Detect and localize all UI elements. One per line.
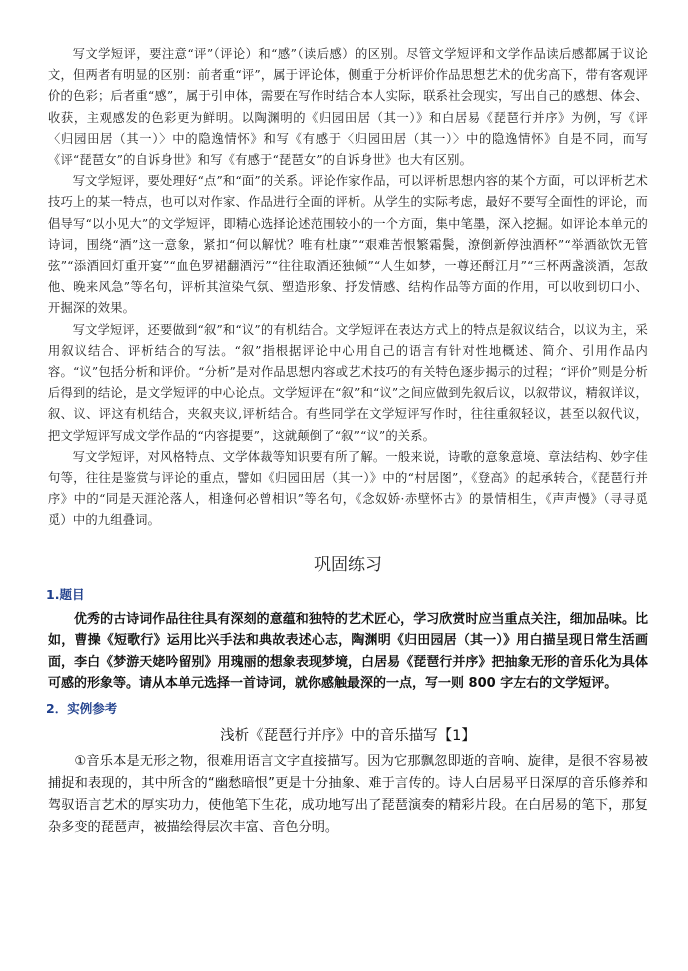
question-1-heading: 1.题目 xyxy=(46,586,85,602)
intro-paragraph-2: 写文学短评，要处理好“点”和“面”的关系。评论作家作品，可以评析思想内容的某个方面，可以评析艺术技巧上的某一特点，也可以对作家、作品进行全面的评析。从学生的实际考虑，最好不要写全面性的评论，而倡导写“以小见大”的文学短评，即精心选择论述范围较小的一个方面，集中笔墨，深入挖掘。如评论本单元的诗词，围绕“酒”这一意象，紧扣“何以解忧？唯有杜康”“艰难苦恨繁霜鬓，潦倒新停浊酒杯”“举酒欲饮无管弦”“添酒回灯重开宴”“血色罗裙翻酒污”“往往取酒还独倾”“人生如梦，一尊还酹江月”“三杯两盏淡酒，怎敌他、晚来风急”等名句，评析其渲染气氛、塑造形象、抒发情感、结构作品等方面的作用，可以收到切口小、开掘深的效果。 xyxy=(48,174,648,316)
section-title: 巩固练习 xyxy=(314,554,382,575)
document-page xyxy=(48,44,648,839)
intro-paragraph-4: 写文学短评，对风格特点、文学体裁等知识要有所了解。一般来说，诗歌的意象意境、章法结构、妙字佳句等，往往是鉴赏与评论的重点，譬如《归园田居（其一）》中的“村居图”，《登高》的起承转合，《琵琶行并序》中的“同是天涯沦落人，相逢何必曾相识”等名句，《念奴娇·赤壁怀古》的景情相生，《声声慢》（寻寻觅觅）中的九组叠词。 xyxy=(48,449,648,528)
question-1-text: 优秀的古诗词作品往往具有深刻的意蕴和独特的艺术匠心，学习欣赏时应当重点关注，细加品味。比如，曹操《短歌行》运用比兴手法和典故表述心志，陶渊明《归田园居（其一）》用白描呈现日常生活画面，李白《梦游天姥吟留别》用瑰丽的想象表现梦境，白居易《琵琶行并序》把抽象无形的音乐化为具体可感的形象等。请从本单元选择一首诗词，就你感触最深的一点，写一则 800 字左右的文学短评。 xyxy=(48,611,648,692)
intro-paragraph-1: 写文学短评，要注意“评”（评论）和“感”（读后感）的区别。尽管文学短评和文学作品读后感都属于议论文，但两者有明显的区别：前者重“评”，属于评论体，侧重于分析评价作品思想艺术的优劣高下，带有客观评价的色彩；后者重“感”，属于引申体，需要在写作时结合本人实际，联系社会现实，写出自己的感想、体会、收获，主观感发的色彩更为鲜明。以陶渊明的《归园田居（其一）》和白居易《琵琶行并序》为例，写《评〈归园田居（其一）〉中的隐逸情怀》和写《有感于〈归园田居（其一）〉中的隐逸情怀》自是不同，而写《评“琵琶女”的自诉身世》和写《有感于“琵琶女”的自诉身世》也大有区别。 xyxy=(48,47,648,168)
question-2-heading: 2．实例参考 xyxy=(46,700,118,716)
article-title: 浅析《琵琶行并序》中的音乐描写【1】 xyxy=(220,727,476,744)
article-paragraph-1: ①音乐本是无形之物，很难用语言文字直接描写。因为它那飘忽即逝的音响、旋律，是很不容易被捕捉和表现的，其中所含的“幽愁暗恨”更是十分抽象、难于言传的。诗人白居易平日深厚的音乐修养和驾驭语言艺术的厚实功力，使他笔下生花，成功地写出了琵琶演奏的精彩片段。在白居易的笔下，那复杂多变的琵琶声，被描绘得层次丰富、音色分明。 xyxy=(48,753,648,835)
intro-paragraph-3: 写文学短评，还要做到“叙”和“议”的有机结合。文学短评在表达方式上的特点是叙议结合，以议为主，采用叙议结合、评析结合的写法。“叙”指根据评论中心用自己的语言有针对性地概述、简介、引用作品内容。“议”包括分析和评价。“分析”是对作品思想内容或艺术技巧的有关特色逐步揭示的过程；“评价”则是分析后得到的结论，是文学短评的中心论点。文学短评在“叙”和“议”之间应做到先叙后议，以叙带议，精叙详议，叙、议、评这有机结合，夹叙夹议,评析结合。有些同学在文学短评写作时，往往重叙轻议，甚至以叙代议，把文学短评写成文学作品的“内容提要”，这就颠倒了“叙”“议”的关系。 xyxy=(48,322,648,443)
